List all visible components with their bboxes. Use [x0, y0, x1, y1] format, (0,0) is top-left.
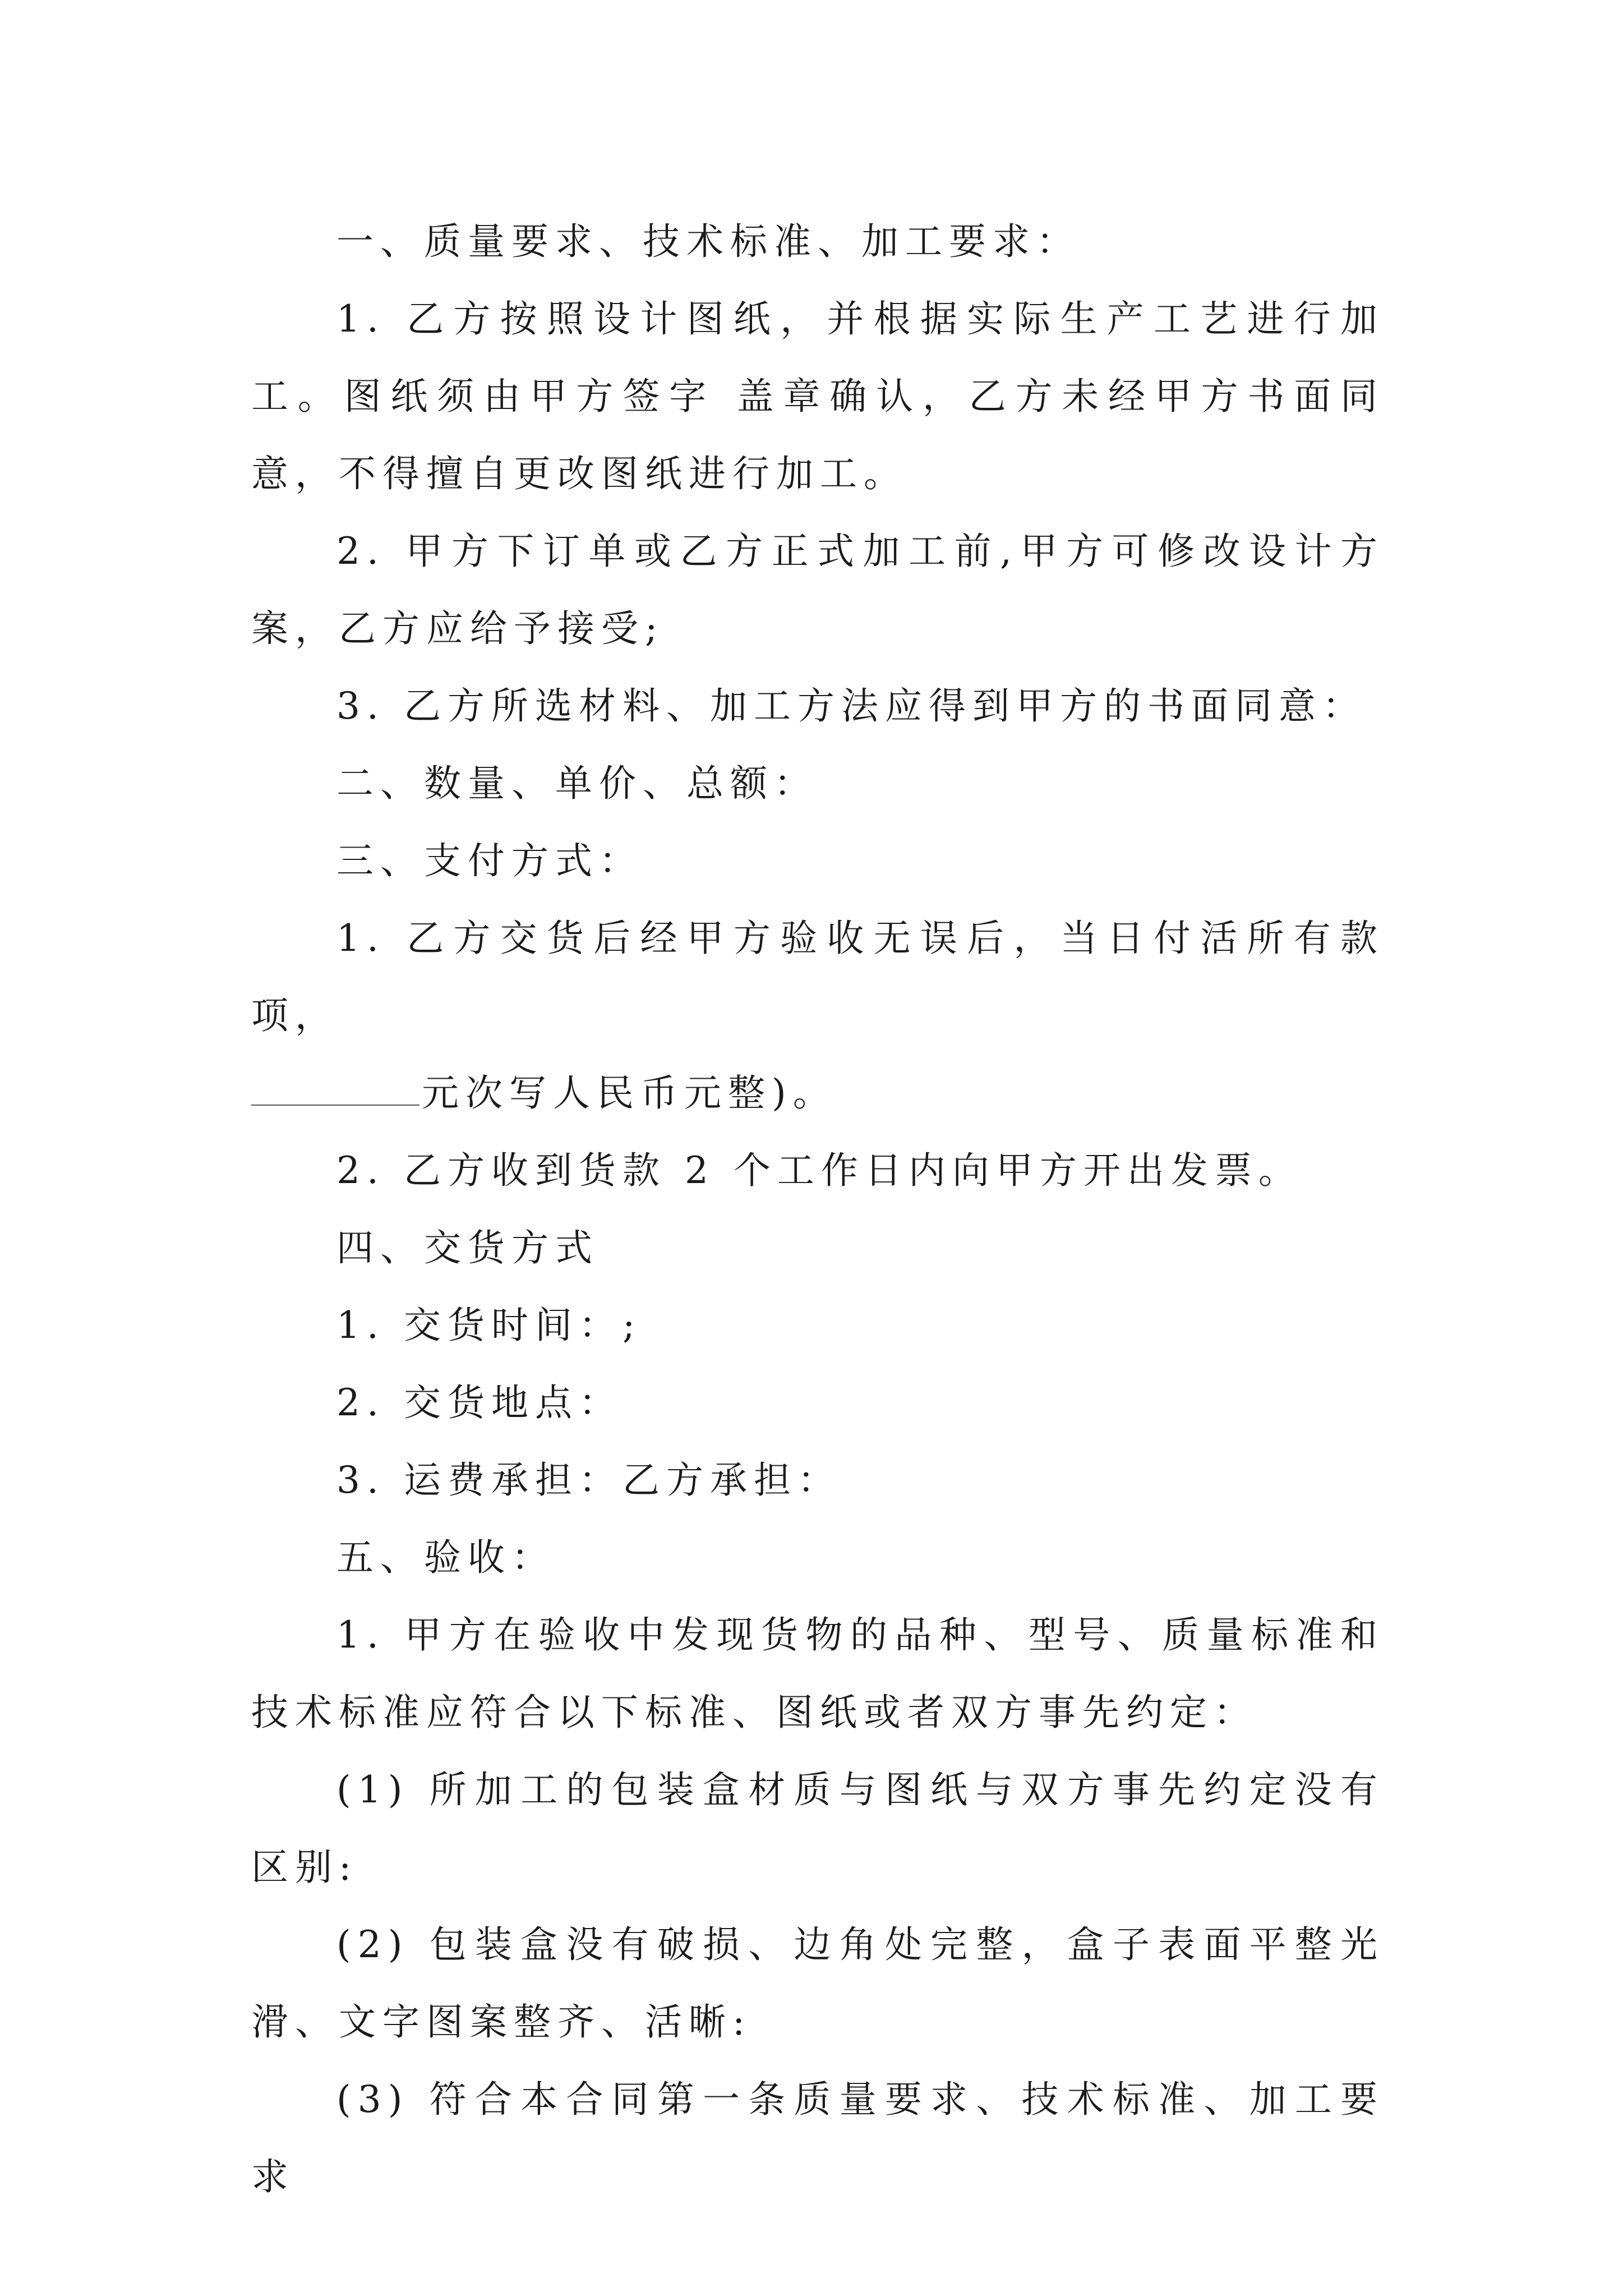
section-heading-quality: 一、质量要求、技术标准、加工要求： — [336, 220, 1080, 263]
clause-3-1: 1. 乙方交货后经甲方验收无误后，当日付活所有款项， — [251, 917, 1384, 1037]
section-heading-payment: 三、支付方式： — [336, 839, 643, 882]
section-heading-quantity: 二、数量、单价、总额： — [336, 762, 818, 805]
clause-3-1-continued — [251, 1055, 1384, 1132]
document-body — [251, 203, 1384, 2216]
clause-3-2: 2. 乙方收到货款 2 个工作日内向甲方开出发票。 — [336, 1149, 1302, 1192]
clause-4-1: 1. 交货时间：; — [336, 1304, 642, 1347]
section-heading-acceptance: 五、验收： — [336, 1536, 555, 1579]
amount-blank-line — [251, 1071, 419, 1106]
clause-5-1-item-2: (2) 包装盒没有破损、边角处完整，盒子表面平整光滑、文字图案整齐、活晰: — [251, 1923, 1384, 2044]
clause-1-2: 2. 甲方下订单或乙方正式加工前,甲方可修改设计方案，乙方应给予接受; — [251, 530, 1384, 650]
clause-5-1-item-1: (1) 所加工的包装盒材质与图纸与双方事先约定没有区别: — [251, 1768, 1384, 1889]
clause-1-1: 1. 乙方按照设计图纸，并根据实际生产工艺进行加工。图纸须由甲方签字 盖章确认，乙方未经甲方书面同意，不得擅自更改图纸进行加工。 — [251, 297, 1384, 495]
clause-4-3: 3. 运费承担：乙方承担： — [336, 1458, 841, 1502]
clause-4-2: 2. 交货地点： — [336, 1381, 623, 1424]
clause-5-1-item-3: (3) 符合本合同第一条质量要求、技术标准、加工要求 — [251, 2078, 1384, 2198]
clause-3-1-amount-text: 元次写人民币元整)。 — [422, 1071, 837, 1115]
clause-1-3: 3. 乙方所选材料、加工方法应得到甲方的书面同意： — [336, 684, 1366, 728]
section-heading-delivery: 四、交货方式 — [336, 1226, 599, 1269]
clause-5-1: 1. 甲方在验收中发现货物的品种、型号、质量标准和技术标准应符合以下标准、图纸或者双方事先约定： — [251, 1613, 1384, 1734]
